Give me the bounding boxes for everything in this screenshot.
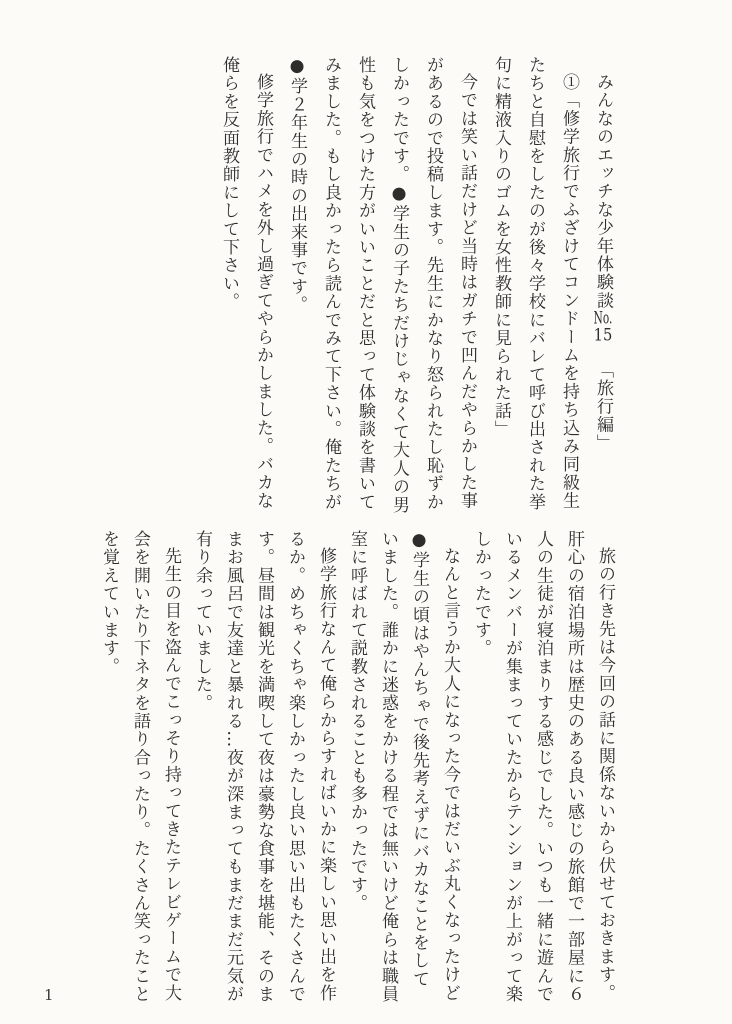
page-number: 1	[44, 986, 54, 1004]
intro-paragraph: 今では笑い話だけど当時はガチで凹んだやらかした事があるので投稿します。先生にかなり怒られたし恥ずかしかったです。●学生の子たちだけじゃなくて大人の男性も気をつけた方がいいことだと思って体験談を書いてみました。もし良かったら読んでみて下さい。俺たちが●学２年生の時の出来事です。	[287, 56, 477, 514]
top-text-block	[212, 56, 620, 518]
episode-title: 「旅行編」	[593, 360, 613, 452]
body-paragraph: なんと言うか大人になった今ではだいぶ丸くなったけど●学生の頃はやんちゃで後先考えずにバカなことをしていました。誰かに迷惑をかける程では無いけど俺らは職員室に呼ばれて説教されることも多かったです。	[347, 530, 460, 1004]
story-title	[586, 56, 620, 518]
intro-paragraph: 修学旅行でハメを外し過ぎてやらかしました。バカな俺らを反面教師にして下さい。	[219, 56, 273, 510]
issue-label: No.	[593, 309, 613, 327]
body-paragraph: 旅の行き先は今回の話に関係ないから伏せておきます。肝心の宿泊場所は歴史のある良い感じの旅館で一部屋に６人の生徒が寝泊まりする感じでした。いつも一緒に遊んでいるメンバーが集まっていたからテンションが上がって楽しかったです。	[471, 530, 615, 1004]
series-title: みんなのエッチな少年体験談	[593, 73, 613, 310]
bottom-text-block	[93, 530, 620, 1004]
body-paragraph: 先生の目を盗んでこっそり持ってきたテレビゲームで大会を開いたり下ネタを語り合ったり。たくさん笑ったことを覚えています。	[99, 530, 181, 1004]
story-headline: ①「修学旅行でふざけてコンドームを持ち込み同級生たちと自慰をしたのが後々学校にバレて呼び出された挙句に精液入りのゴムを女性教師に見られた話」	[491, 56, 579, 511]
issue-number: 15	[593, 326, 613, 344]
body-paragraph: 修学旅行なんて俺らからすればいかに楽しい思い出を作るか。めちゃくちゃ楽しかったし良い思い出もたくさんです。昼間は観光を満喫して夜は豪勢な食事を堪能、そのままお風呂で友達と暴れる…夜が深まってもまだまだ元気が有り余っていました。	[192, 530, 336, 1004]
